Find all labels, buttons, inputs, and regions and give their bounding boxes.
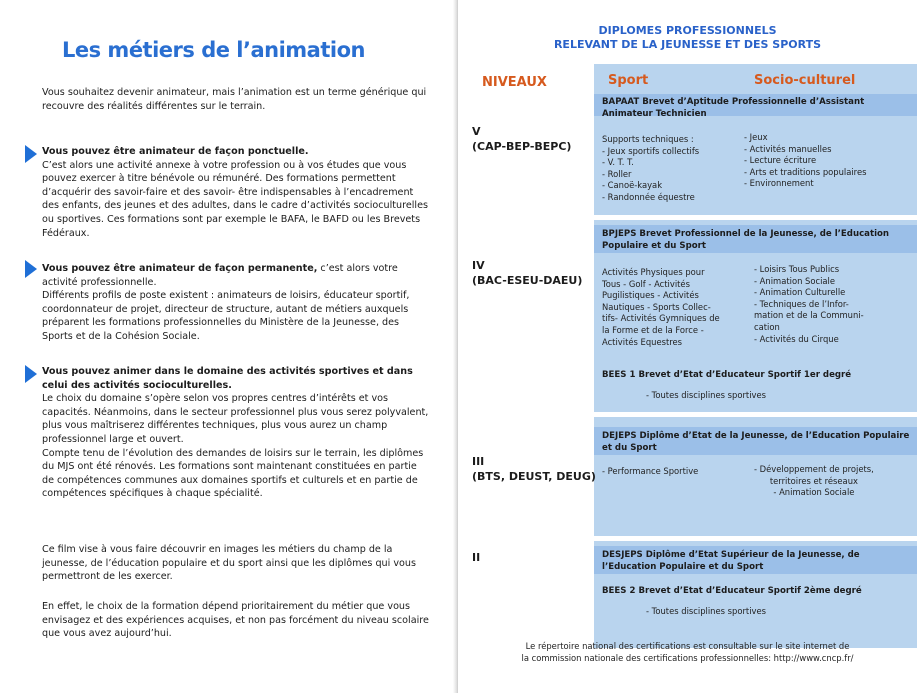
- level-iii-label: III: [472, 455, 485, 468]
- row-divider: [594, 536, 917, 541]
- dejeps-title: DEJEPS Diplôme d’Etat de la Jeunesse, de l’Education Populaire et du Sport: [602, 431, 910, 453]
- header-niveaux: NIVEAUX: [482, 75, 547, 90]
- block-permanente: [42, 262, 430, 344]
- bpjeps-socio-list: [754, 264, 864, 345]
- bees2-title: BEES 2 Brevet d’Etat d’Educateur Sportif 2ème degré: [602, 586, 862, 596]
- level-iii-sub: (BTS, DEUST, DEUG): [472, 470, 596, 483]
- level-v-label: V: [472, 125, 481, 138]
- block-permanente-body: Différents profils de poste existent : animateurs de loisirs, éducateur sportif, coordonnateur de projet, directeur de structure, autant de métiers auxquels préparent les formations professionnelles du Ministère de la Jeunesse, des Sports et de la Cohésion Sociale.: [42, 290, 410, 342]
- row-divider: [594, 215, 917, 220]
- list-item: - Lecture écriture: [744, 155, 817, 166]
- list-item: - Animation Culturelle: [754, 287, 846, 298]
- level-iv: [472, 258, 582, 288]
- level-v-sub: (CAP-BEP-BEPC): [472, 140, 572, 153]
- block-ponctuelle-body: C’est alors une activité annexe à votre profession ou à vos études que vous pouvez exercer à titre bénévole ou rémunéré. Des formations permettent d’acquérir des savoir-faire et des savoir- être indispensables à l’encadrement des enfants, des jeunes et des adultes, dans le cadre d’activités socioculturelles ou sportives. Ces formations sont par exemple le BAFA, le BAFD ou les Brevets Fédéraux.: [42, 159, 428, 239]
- list-item: - Canoë-kayak: [602, 180, 663, 191]
- block-domaines: [42, 365, 430, 501]
- left-page: [0, 0, 458, 693]
- row-divider: [594, 412, 917, 417]
- level-iv-sub: (BAC-ESEU-DAEU): [472, 274, 583, 287]
- choix-text: En effet, le choix de la formation dépend prioritairement du métier que vous envisagez et des expériences acquises, et non pas forcément du niveau scolaire que vous avez aujourd’hui.: [42, 601, 429, 640]
- intro-paragraph: [42, 86, 430, 113]
- list-item: - V. T. T.: [602, 157, 634, 168]
- diplomas-table: [464, 64, 917, 648]
- level-v: [472, 124, 571, 154]
- bpjeps-title: BPJEPS Brevet Professionnel de la Jeunesse, de l’Education Populaire et du Sport: [602, 229, 890, 251]
- bpjeps-sport-list: [602, 267, 720, 348]
- intro-text: Vous souhaitez devenir animateur, mais l’animation est un terme générique qui recouvre des réalités différentes sur le terrain.: [42, 87, 427, 112]
- list-item: mation et de la Communi-: [754, 310, 864, 321]
- list-item: Nautiques - Sports Collec-: [602, 301, 711, 312]
- list-item: - Jeux: [744, 132, 768, 142]
- block-ponctuelle: [42, 145, 430, 240]
- diplomas-title: [458, 24, 917, 52]
- list-item: - Arts et traditions populaires: [744, 166, 867, 177]
- list-item: - Animation Sociale: [773, 487, 855, 498]
- block-domaines-body1: Le choix du domaine s’opère selon vos propres centres d’intérêts et vos capacités. Néanmoins, dans le secteur professionnel plus vous serez polyvalent, plus vous maîtriserez différentes techniques, plus vous aurez un champ professionnel large et ouvert.: [42, 393, 429, 445]
- bapaat-title: BAPAAT Brevet d’Aptitude Professionnelle d’Assistant Animateur Technicien: [602, 97, 865, 119]
- block-permanente-lead-rest: c’est alors votre activité professionnelle.: [42, 263, 398, 288]
- bees2-sub: - Toutes disciplines sportives: [646, 606, 766, 616]
- list-item: - Activités du Cirque: [754, 333, 839, 344]
- bullet-arrow-icon: [25, 145, 37, 163]
- header-socio: Socio-culturel: [754, 73, 856, 88]
- list-item: tifs- Activités Gymniques de: [602, 313, 720, 324]
- list-item: territoires et réseaux: [769, 475, 858, 486]
- bapaat-socio-list: [744, 132, 866, 190]
- block-domaines-lead: Vous pouvez animer dans le domaine des activités sportives et dans celui des activités socioculturelles.: [42, 366, 413, 391]
- right-page: [458, 0, 917, 693]
- list-item: la Forme et de la Force -: [602, 324, 704, 335]
- list-item: Activités Equestres: [602, 336, 683, 347]
- bapaat-sport-list: [602, 134, 699, 204]
- list-item: - Jeux sportifs collectifs: [602, 145, 700, 156]
- list-item: Pugilistiques - Activités: [602, 290, 699, 301]
- block-ponctuelle-lead: Vous pouvez être animateur de façon ponctuelle.: [42, 146, 309, 157]
- level-iv-label: IV: [472, 259, 485, 272]
- level-iii: [472, 454, 596, 484]
- desjeps-title: DESJEPS Diplôme d’Etat Supérieur de la Jeunesse, de l’Education Populaire et du Sport: [602, 550, 860, 572]
- bees1-sub: - Toutes disciplines sportives: [646, 390, 766, 400]
- bullet-arrow-icon: [25, 365, 37, 383]
- list-item: cation: [754, 321, 780, 332]
- choix-paragraph: [42, 600, 430, 641]
- bullet-arrow-icon: [25, 260, 37, 278]
- list-item: Activités Physiques pour: [602, 267, 705, 277]
- list-item: - Randonnée équestre: [602, 191, 695, 202]
- list-item: - Animation Sociale: [754, 275, 836, 286]
- film-text: Ce film vise à vous faire découvrir en images les métiers du champ de la jeunesse, de l’éducation populaire et du sport ainsi que les diplômes qui vous permettront de les exercer.: [42, 544, 416, 583]
- bees1-title: BEES 1 Brevet d’Etat d’Educateur Sportif 1er degré: [602, 370, 852, 380]
- list-item: - Roller: [602, 168, 632, 179]
- diplomas-title-line1: DIPLOMES PROFESSIONNELS: [598, 24, 777, 37]
- header-sport: Sport: [608, 73, 649, 88]
- list-item: - Techniques de l’Infor-: [754, 298, 849, 309]
- list-item: Tous - Golf - Activités: [602, 278, 690, 289]
- list-item: Supports techniques :: [602, 134, 694, 144]
- footer-line2: la commission nationale des certifications professionnelles: http://www.cncp.fr/: [521, 653, 854, 663]
- film-paragraph: [42, 543, 430, 584]
- list-item: - Développement de projets,: [754, 464, 874, 474]
- dejeps-sport: - Performance Sportive: [602, 466, 699, 476]
- list-item: - Loisirs Tous Publics: [754, 264, 840, 274]
- list-item: - Activités manuelles: [744, 143, 832, 154]
- level-ii: II: [472, 551, 481, 564]
- dejeps-socio-list: [754, 464, 874, 499]
- page-title: Les métiers de l’animation: [62, 38, 365, 62]
- block-permanente-lead: Vous pouvez être animateur de façon permanente,: [42, 263, 318, 274]
- footer-line1: Le répertoire national des certifications est consultable sur le site internet de: [525, 641, 850, 651]
- footer-note: [458, 640, 917, 664]
- list-item: - Environnement: [744, 178, 814, 189]
- block-domaines-body2: Compte tenu de l’évolution des demandes de loisirs sur le terrain, les diplômes du MJS ont été rénovés. Les formations sont maintenant constituées en partie de compétences communes aux domaines sportifs et culturels et en partie de compétences spécifiques à chaque spécialité.: [42, 447, 424, 500]
- diplomas-title-line2: RELEVANT DE LA JEUNESSE ET DES SPORTS: [553, 38, 822, 51]
